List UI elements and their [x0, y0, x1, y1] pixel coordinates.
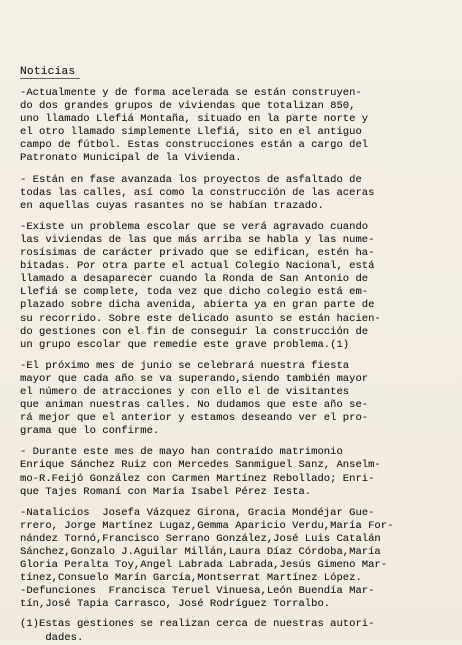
paragraph-line: uno llamado Llefiá Montaña, situado en la parte norte y — [20, 113, 369, 126]
paragraph-line: Patronato Municipal de la Vivienda. — [20, 152, 242, 165]
paragraph-line: mo-R.Feijó González con Carmen Martínez Rebollado; Enri- — [20, 472, 375, 485]
paragraph-line: en aquellas cuyas rasantes no se habían trazado. — [20, 199, 324, 212]
paragraph-line: -Natalicios Josefa Vázquez Girona, Gracia Mondéjar Gue- — [20, 506, 375, 519]
paragraph-line: que animan nuestras calles. No dudamos que este año se- — [20, 399, 369, 412]
paragraph-line: grama que lo confirme. — [20, 425, 160, 438]
paragraph-line: bitadas. Por otra parte el actual Colegio Nacional, está — [20, 260, 375, 273]
paragraph-line: rá mejor que el anterior y estamos deseando ver el pro- — [20, 412, 369, 425]
paragraph-list — [20, 87, 446, 611]
news-paragraph — [20, 585, 446, 611]
article-body — [20, 87, 446, 645]
news-paragraph — [20, 87, 446, 166]
page-title: Noticias — [20, 66, 76, 78]
paragraph-line: Llefiá se complete, toda vez que dicho colegio está em- — [20, 286, 369, 299]
paragraph-line: un grupo escolar que remedie este grave problema.(1) — [20, 338, 350, 351]
paragraph-line: las viviendas de las que más arriba se habla y las nume- — [20, 233, 375, 246]
footnote — [20, 618, 446, 644]
paragraph-line: Enrique Sánchez Ruiz con Mercedes Sanmiguel Sanz, Anselm- — [20, 459, 381, 472]
news-paragraph — [20, 507, 446, 586]
paragraph-line: Sánchez,Gonzalo J.Aguilar Millán,Laura Díaz Córdoba,María — [20, 546, 381, 558]
paragraph-line: -El próximo mes de junio se celebrará nuestra fiesta — [20, 359, 350, 372]
bleed-through-text — [298, 62, 438, 74]
paragraph-line: rrero, Jorge Martínez Lugaz,Gemma Aparicio Verdu,María For- — [20, 519, 394, 532]
paragraph-line: tín,José Tapia Carrasco, José Rodríguez Torralbo. — [20, 598, 331, 611]
paragraph-line: -Defunciones Francisca Teruel Vinuesa,León Buendía Mar- — [20, 585, 375, 598]
news-paragraph — [20, 174, 446, 213]
paragraph-line: llamado a desaparecer cuando la Ronda de San Antonio de — [20, 273, 369, 286]
paragraph-line: plazado sobre dicha avenida, abierta ya en gran parte de — [20, 299, 375, 312]
news-paragraph — [20, 446, 446, 498]
title-underline — [20, 78, 80, 79]
paragraph-line: -Actualmente y de forma acelerada se están construyen- — [20, 87, 362, 99]
paragraph-line: que Tajes Romaní con María Isabel Pérez Iesta. — [20, 485, 312, 498]
paragraph-line: tínez,Consuelo Marín García,Montserrat Martínez López. — [20, 572, 362, 585]
paragraph-line: todas las calles, así como la construcción de las aceras — [20, 186, 375, 199]
paragraph-line: nández Tornó,Francisco Serrano González,José Luis Catalán — [20, 532, 381, 545]
news-paragraph — [20, 360, 446, 439]
paragraph-line: Gloria Peralta Toy,Angel Labrada Labrada,Jesús Gimeno Mar- — [20, 559, 388, 572]
paragraph-line: su recorrido. Sobre este delicado asunto se están hacien- — [20, 312, 381, 325]
footnote-line: (1)Estas gestiones se realizan cerca de nuestras autori- — [20, 618, 375, 631]
paragraph-line: el número de atracciones y con ello el de visitantes — [20, 385, 350, 398]
paragraph-line: -Existe un problema escolar que se verá agravado cuando — [20, 220, 369, 233]
paragraph-line: el otro llamado simplemente Llefiá, sito en el antiguo — [20, 126, 362, 139]
paragraph-line: do dos grandes grupos de viviendas que totalizan 850, — [20, 100, 356, 113]
news-paragraph — [20, 221, 446, 352]
paragraph-line: do gestiones con el fin de conseguir la construcción de — [20, 325, 369, 338]
paragraph-line: - Durante este mes de mayo han contraído matrimonio — [20, 446, 343, 459]
paragraph-line: mayor que cada año se va superando,siendo también mayor — [20, 372, 369, 385]
paragraph-line: rosísimas de carácter privado que se edifican, estén ha- — [20, 247, 375, 260]
footnote-line: dades. — [20, 631, 84, 644]
paragraph-line: campo de fútbol. Estas construcciones están a cargo del — [20, 139, 369, 152]
paragraph-line: - Están en fase avanzada los proyectos de asfaltado de — [20, 173, 362, 186]
